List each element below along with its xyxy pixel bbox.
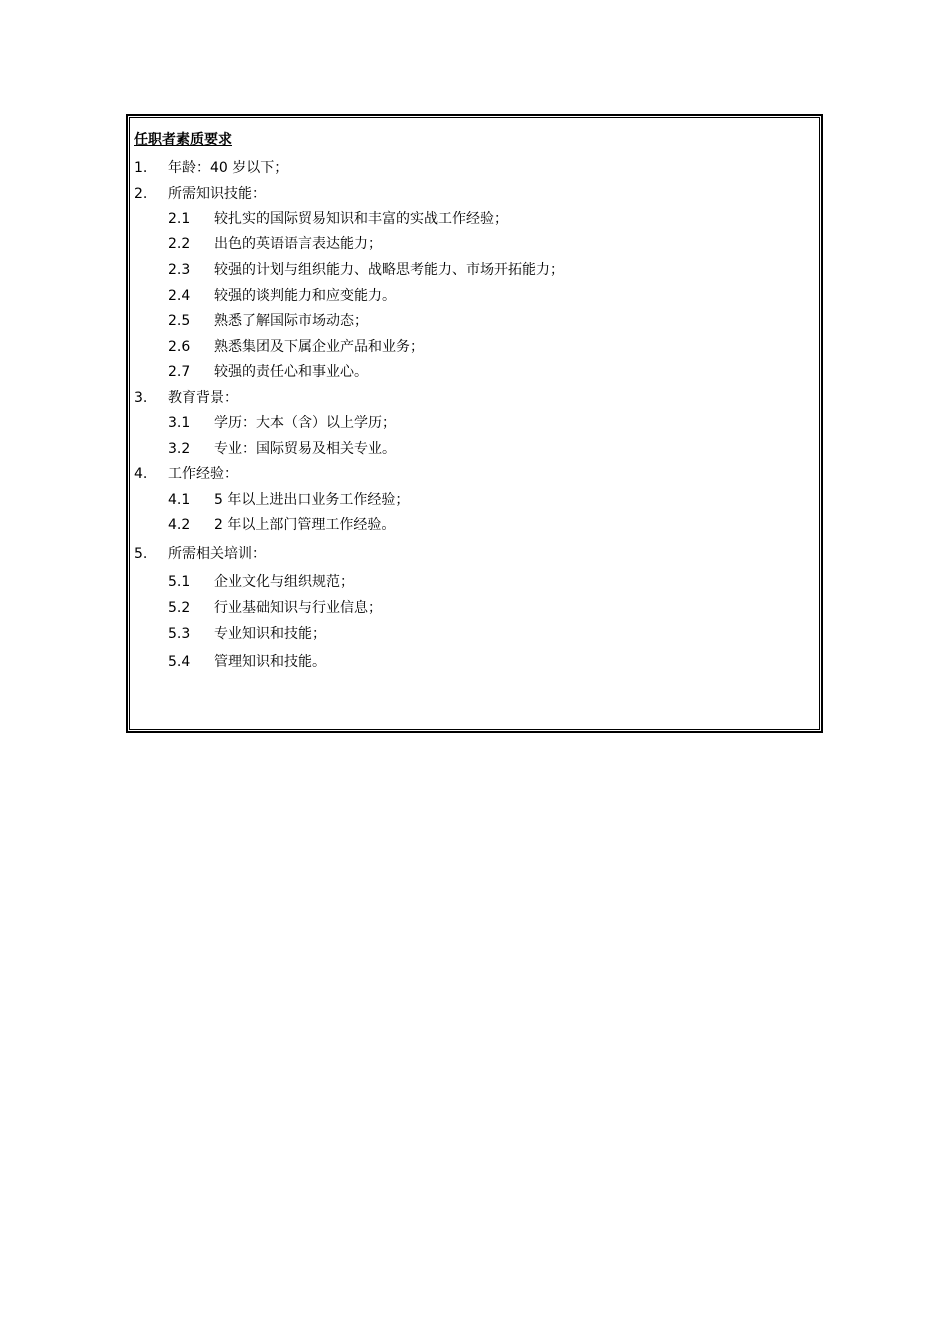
sub-item-number: 4.1	[168, 492, 191, 508]
sub-item-number: 3.1	[168, 415, 191, 431]
item-number: 2.	[134, 186, 148, 202]
item-text: 教育背景：	[168, 390, 238, 406]
item-text: 工作经验：	[168, 466, 238, 482]
sub-item-text: 较强的计划与组织能力、战略思考能力、市场开拓能力；	[214, 262, 564, 278]
sub-item-text: 行业基础知识与行业信息；	[214, 600, 382, 616]
sub-item-text: 专业知识和技能；	[214, 626, 326, 642]
sub-item-number: 2.5	[168, 313, 191, 329]
sub-item-text: 熟悉集团及下属企业产品和业务；	[214, 339, 424, 355]
item-number: 1.	[134, 160, 148, 176]
sub-item-number: 2.2	[168, 236, 191, 252]
item-text: 所需知识技能：	[168, 186, 266, 202]
sub-item-number: 3.2	[168, 441, 191, 457]
item-number: 3.	[134, 390, 148, 406]
item-number: 4.	[134, 466, 148, 482]
sub-item-text: 管理知识和技能。	[214, 654, 326, 670]
sub-item-number: 2.7	[168, 364, 191, 380]
sub-item-number: 2.6	[168, 339, 191, 355]
sub-item-number: 4.2	[168, 517, 191, 533]
sub-item-text: 2 年以上部门管理工作经验。	[214, 517, 396, 533]
sub-item-text: 5 年以上进出口业务工作经验；	[214, 492, 410, 508]
sub-item-text: 出色的英语语言表达能力；	[214, 236, 382, 252]
sub-item-number: 2.4	[168, 288, 191, 304]
section-title: 任职者素质要求	[134, 132, 232, 148]
sub-item-text: 较扎实的国际贸易知识和丰富的实战工作经验；	[214, 211, 508, 227]
sub-item-number: 5.2	[168, 600, 191, 616]
sub-item-number: 2.3	[168, 262, 191, 278]
item-number: 5.	[134, 546, 148, 562]
sub-item-number: 5.1	[168, 574, 191, 590]
sub-item-text: 较强的谈判能力和应变能力。	[214, 288, 396, 304]
sub-item-text: 企业文化与组织规范；	[214, 574, 354, 590]
sub-item-number: 5.4	[168, 654, 191, 670]
item-text: 年龄：40 岁以下；	[168, 160, 289, 176]
sub-item-text: 较强的责任心和事业心。	[214, 364, 368, 380]
sub-item-text: 学历：大本（含）以上学历；	[214, 415, 396, 431]
sub-item-number: 2.1	[168, 211, 191, 227]
sub-item-text: 熟悉了解国际市场动态；	[214, 313, 368, 329]
sub-item-number: 5.3	[168, 626, 191, 642]
sub-item-text: 专业：国际贸易及相关专业。	[214, 441, 396, 457]
item-text: 所需相关培训：	[168, 546, 266, 562]
